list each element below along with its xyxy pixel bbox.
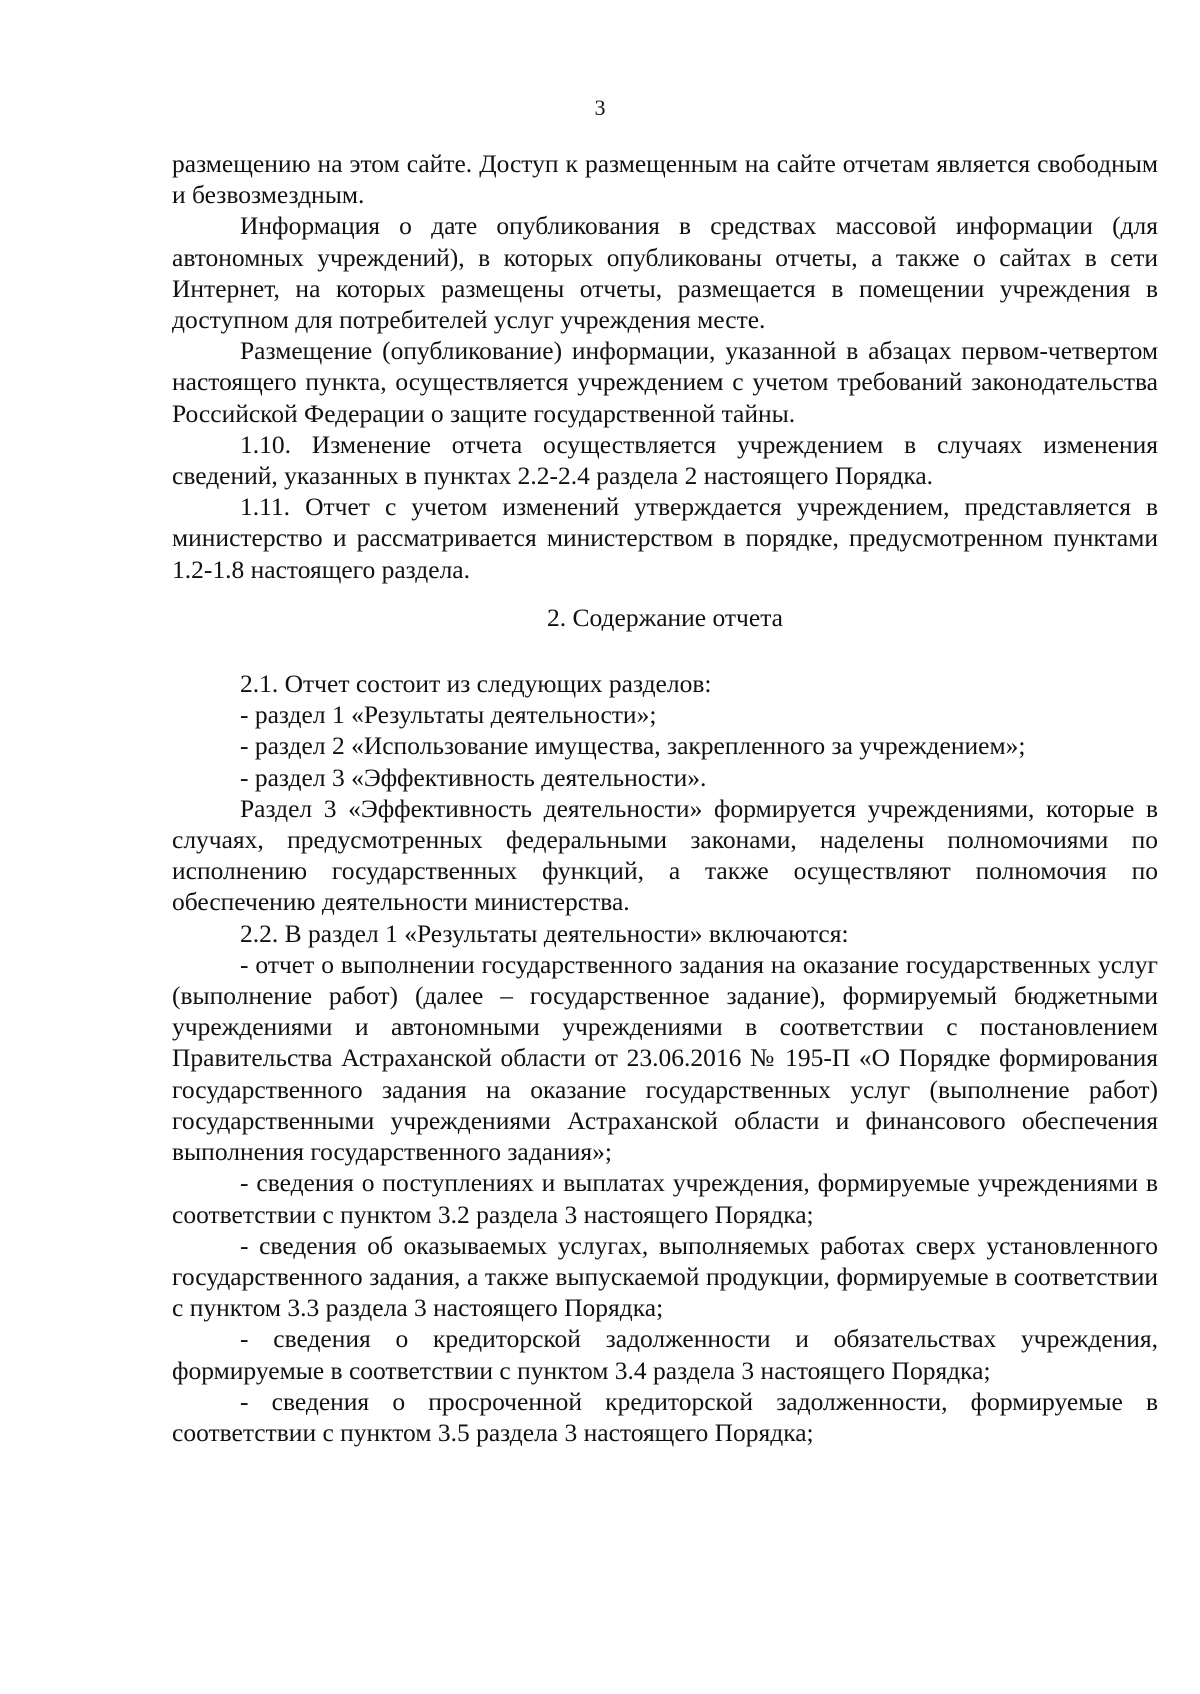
paragraph: 2.1. Отчет состоит из следующих разделов: — [240, 669, 712, 699]
list-item: - раздел 2 «Использование имущества, закрепленного за учреждением»; — [240, 731, 1026, 761]
list-item: - раздел 3 «Эффективность деятельности». — [240, 762, 707, 792]
paragraph: 1.10. Изменение отчета осуществляется учреждением в случаях изменения сведений, указанных в пунктах 2.2-2.4 раздела 2 настоящего Порядка. — [172, 429, 1158, 491]
paragraph: Размещение (опубликование) информации, указанной в абзацах первом-четвертом настоящего пункта, осуществляется учреждением с учетом требований законодательства Российской Федерации о защите государственной тайны. — [172, 336, 1158, 428]
list-item: - сведения о просроченной кредиторской задолженности, формируемые в соответствии с пунктом 3.5 раздела 3 настоящего Порядка; — [172, 1386, 1158, 1447]
list-item: - сведения об оказываемых услугах, выполняемых работах сверх установленного государственного задания, а также выпускаемой продукции, формируемые в соответствии с пунктом 3.3 раздела 3 настоящего Порядка; — [172, 1230, 1158, 1323]
paragraph: 1.11. Отчет с учетом изменений утверждается учреждением, представляется в министерство и рассматривается министерством в порядке, предусмотренном пунктами 1.2-1.8 настоящего раздела. — [172, 492, 1158, 584]
paragraph: Информация о дате опубликования в средствах массовой информации (для автономных учреждений), в которых опубликованы отчеты, а также о сайтах в сети Интернет, на которых размещены отчеты, размещается в помещении учреждения в доступном для потребителей услуг учреждения месте. — [172, 211, 1158, 335]
list-item: - сведения о поступлениях и выплатах учреждения, формируемые учреждениями в соответствии с пунктом 3.2 раздела 3 настоящего Порядка; — [172, 1168, 1158, 1229]
list-item: - раздел 1 «Результаты деятельности»; — [240, 700, 657, 730]
list-item: - сведения о кредиторской задолженности и обязательствах учреждения, формируемые в соответствии с пунктом 3.4 раздела 3 настоящего Порядка; — [172, 1324, 1158, 1385]
document-body — [172, 148, 1158, 1448]
paragraph: размещению на этом сайте. Доступ к размещенным на сайте отчетам является свободным и безвозмездным. — [172, 149, 1158, 210]
page-number: 3 — [594, 95, 606, 120]
paragraph: Раздел 3 «Эффективность деятельности» формируется учреждениями, которые в случаях, предусмотренных федеральными законами, наделены полномочиями по исполнению государственных функций, а также осуществляют полномочия по обеспечению деятельности министерства. — [172, 793, 1158, 917]
list-item: - отчет о выполнении государственного задания на оказание государственных услуг (выполнение работ) (далее – государственное задание), формируемый бюджетными учреждениями и автономными учреждениями в соответствии с постановлением Правительства Астраханской области от 23.06.2016 № 195-П «О Порядке формирования государственного задания на оказание государственных услуг (выполнение работ) государственными учреждениями Астраханской области и финансового обеспечения выполнения государственного задания»; — [172, 949, 1158, 1167]
section-heading: 2. Содержание отчета — [547, 602, 783, 632]
paragraph: 2.2. В раздел 1 «Результаты деятельности» включаются: — [240, 918, 849, 948]
